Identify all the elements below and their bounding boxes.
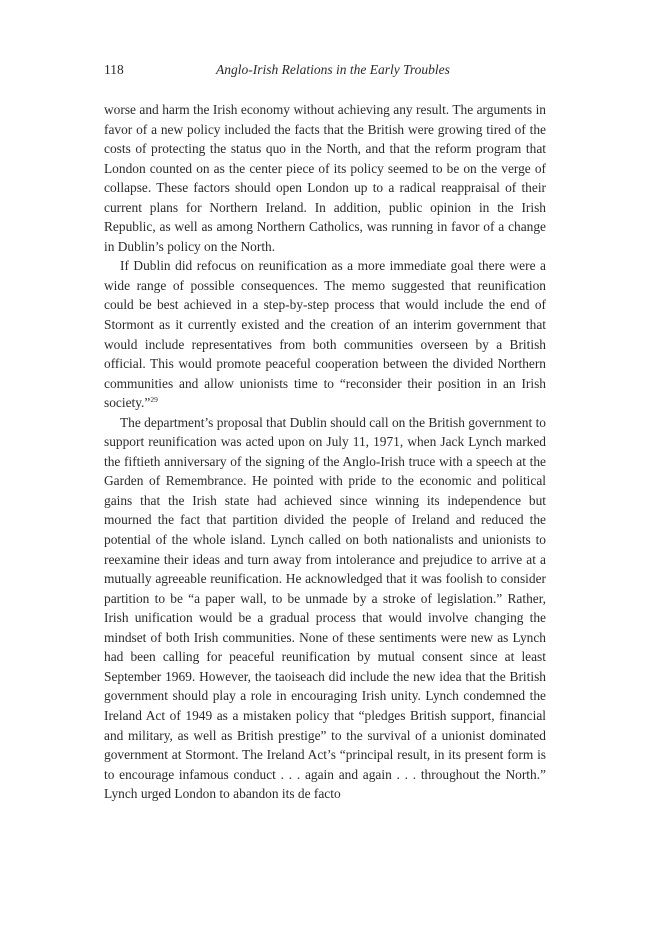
paragraph-3 (104, 413, 546, 804)
paragraph-1 (104, 100, 546, 256)
running-title: Anglo-Irish Relations in the Early Troubles (216, 62, 450, 77)
paragraph-text: The department’s proposal that Dublin should call on the British government to support reunification was acted upon on July 11, 1971, when Jack Lynch marked the fiftieth anniversary of the signing of the Anglo-Irish truce with a speech at the Garden of Remembrance. He pointed with pride to the economic and political gains that the Irish state had achieved since winning its independence but mourned the fact that partition divided the people of Ireland and reduced the potential of the whole island. Lynch called on both nationalists and unionists to reexamine their ideas and turn away from intolerance and prejudice to arrive at a mutually agreeable reunification. He acknowledged that it was foolish to consider partition to be “a paper wall, to be unmade by a stroke of legislation.” Rather, Irish unification would be a gradual process that would involve changing the mindset of both Irish communities. None of these sentiments were new as Lynch had been calling for peaceful reunification by mutual consent since at least September 1969. However, the taoiseach did include the new idea that the British government should play a role in encouraging Irish unity. Lynch condemned the Ireland Act of 1949 as a mistaken policy that “pledges British support, financial and military, as well as British prestige” to the survival of a unionist dominated government at Stormont. The Ireland Act’s “principal result, in its present form is to encourage infamous conduct . . . again and again . . . throughout the North.” Lynch urged London to abandon its de facto (104, 414, 546, 802)
paragraph-text: If Dublin did refocus on reunification as a more immediate goal there were a wide range of possible consequences. The memo suggested that reunification could be best achieved in a step-by-step process that would include the end of Stormont as it currently existed and the creation of an interim government that would include representatives from both communities overseen by a British official. This would promote peaceful cooperation between the divided Northern communities and allow unionists time to “reconsider their position in an Irish society.” (104, 258, 546, 411)
paragraph-2 (104, 256, 546, 412)
footnote-marker: 29 (150, 395, 158, 405)
page-number: 118 (104, 62, 124, 77)
body-text (104, 100, 546, 804)
running-head (104, 59, 546, 81)
paragraph-text: worse and harm the Irish economy without achieving any result. The arguments in favor of a new policy included the facts that the British were growing tired of the costs of protecting the status quo in the North, and that the reform program that London counted on as the center piece of its policy seemed to be on the verge of collapse. These factors should open London up to a radical reappraisal of their current plans for Northern Ireland. In addition, public opinion in the Irish Republic, as well as among Northern Catholics, was running in favor of a change in Dublin’s policy on the North. (104, 102, 546, 254)
